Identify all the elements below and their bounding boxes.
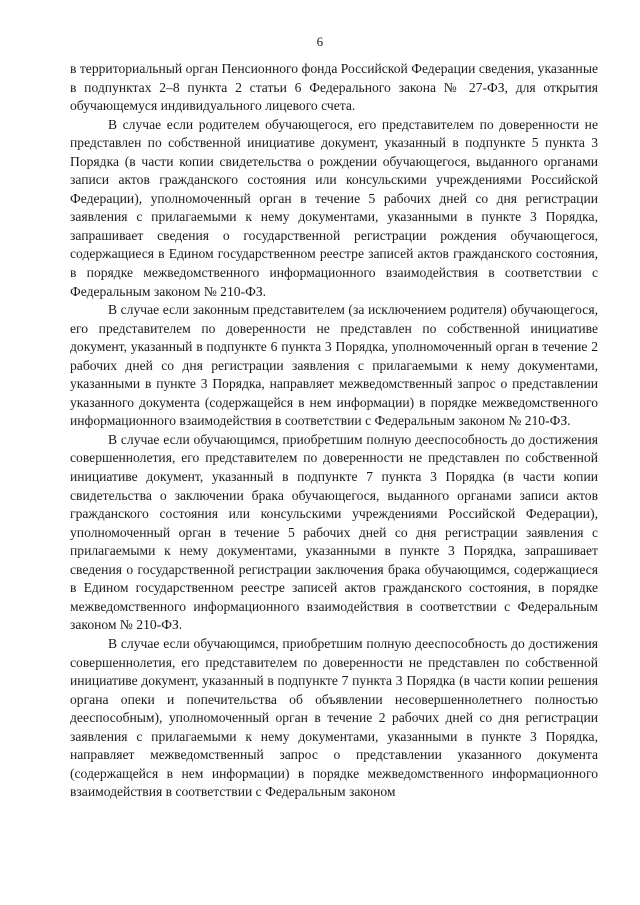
paragraph-guardianship-decision-request: В случае если обучающимся, приобретшим полную дееспособность до достижения совершеннолетия, его представителем по доверенности не представлен по собственной инициативе документ, указанный в подпункте 7 пункта 3 Порядка (в части копии решения органа опеки и попечительства об объявлении несовершеннолетнего полностью дееспособным), уполномоченный орган в течение 2 рабочих дней со дня регистрации заявления с прилагаемыми к нему документами, указанными в пункте 3 Порядка, направляет межведомственный запрос о представлении указанного документа (содержащейся в нем информации) в порядке межведомственного информационного взаимодействия в соответствии с Федеральным законом [70, 635, 598, 800]
paragraph-continuation: в территориальный орган Пенсионного фонда Российской Федерации сведения, указанные в подпунктах 2–8 пункта 2 статьи 6 Федерального закона № 27-ФЗ, для открытия обучающемуся индивидуального лицевого счета. [70, 61, 598, 114]
paragraph-legal-representative-request: В случае если законным представителем (за исключением родителя) обучающегося, его представителем по доверенности не представлен по собственной инициативе документ, указанный в подпункте 6 пункта 3 Порядка, уполномоченный орган в течение 2 рабочих дней со дня регистрации заявления с прилагаемыми к нему документами, указанными в пункте 3 Порядка, направляет межведомственный запрос о представлении указанного документа (содержащейся в нем информации) в порядке межведомственного информационного взаимодействия в соответствии с Федеральным законом № 210-ФЗ. [70, 302, 598, 429]
paragraph-birth-certificate-request: В случае если родителем обучающегося, его представителем по доверенности не представлен по собственной инициативе документ, указанный в подпункте 5 пункта 3 Порядка (в части копии свидетельства о рождении обучающегося, выданного органами записи актов гражданского состояния или консульскими учреждениями Российской Федерации), уполномоченный орган в течение 5 рабочих дней со дня регистрации заявления с прилагаемыми к нему документами, указанными в пункте 3 Порядка, запрашивает сведения о государственной регистрации рождения обучающегося, содержащиеся в Едином государственном реестре записей актов гражданского состояния, в порядке межведомственного информационного взаимодействия в соответствии с Федеральным законом № 210-ФЗ. [70, 116, 598, 299]
page-number: 6 [316, 34, 324, 49]
document-body [70, 60, 598, 802]
paragraph-marriage-certificate-request: В случае если обучающимся, приобретшим полную дееспособность до достижения совершеннолетия, его представителем по доверенности не представлен по собственной инициативе документ, указанный в подпункте 7 пункта 3 Порядка (в части копии свидетельства о заключении брака обучающегося, выданного органами записи актов гражданского состояния или консульскими учреждениями Российской Федерации), уполномоченный орган в течение 5 рабочих дней со дня регистрации заявления с прилагаемыми к нему документами, указанными в пункте 3 Порядка, запрашивает сведения о государственной регистрации заключения брака обучающимся, содержащиеся в Едином государственном реестре записей актов гражданского состояния, в порядке межведомственного информационного взаимодействия в соответствии с Федеральным законом № 210-ФЗ. [70, 431, 598, 633]
